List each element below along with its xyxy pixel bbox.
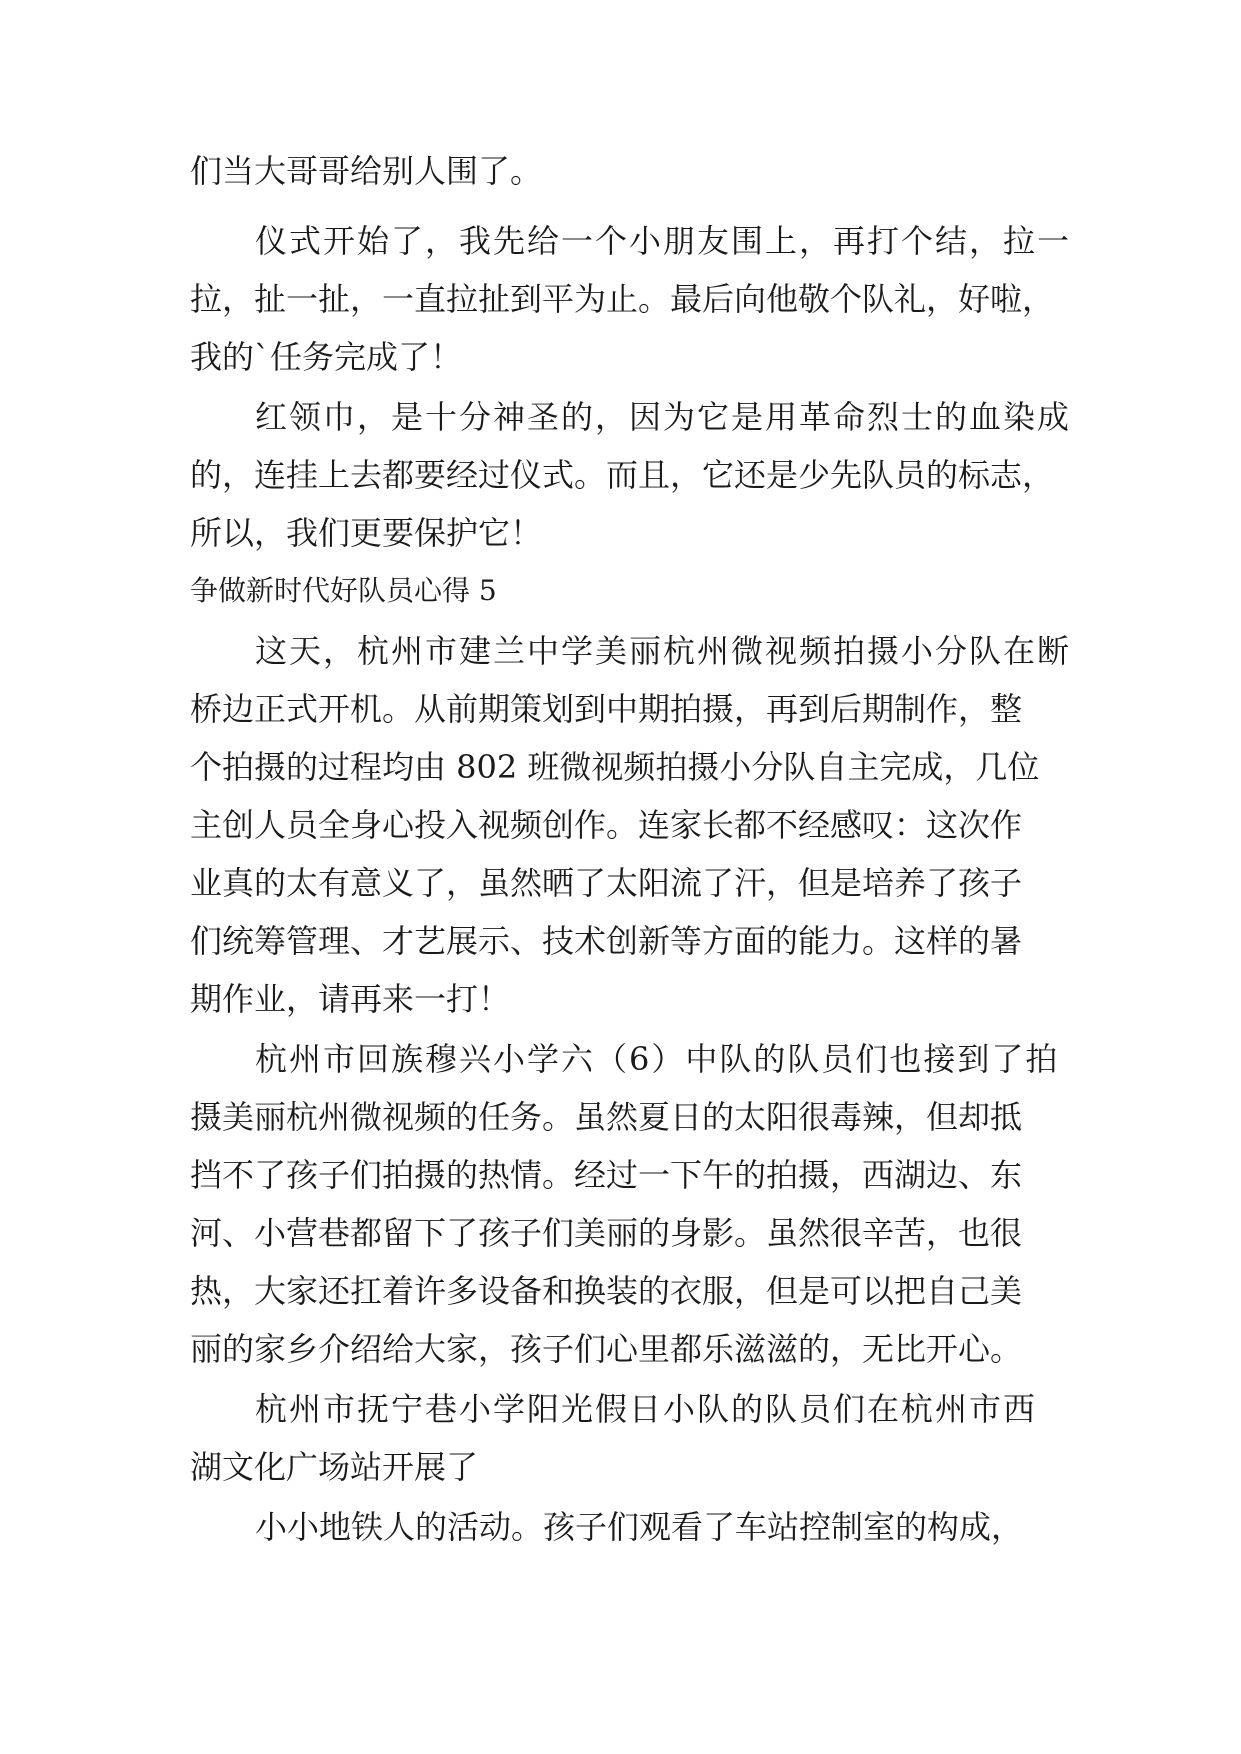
text-line: 红领巾，是十分神圣的，因为它是用革命烈士的血染成 [255,398,1072,436]
text-line: 的，连挂上去都要经过仪式。而且，它还是少先队员的标志， [190,456,1055,494]
text-line: 杭州市抚宁巷小学阳光假日小队的队员们在杭州市西 [255,1390,1038,1428]
text-line: 个拍摄的过程均由 802 班微视频拍摄小分队自主完成，几位 [190,748,1040,786]
text-line: 小小地铁人的活动。孩子们观看了车站控制室的构成， [255,1508,1024,1546]
text-line: 丽的家乡介绍给大家，孩子们心里都乐滋滋的，无比开心。 [190,1330,1023,1368]
text-line: 杭州市回族穆兴小学六（6）中队的队员们也接到了拍 [255,1040,1060,1078]
text-line: 摄美丽杭州微视频的任务。虽然夏日的太阳很毒辣，但却抵 [190,1098,1023,1136]
text-line: 业真的太有意义了，虽然晒了太阳流了汗，但是培养了孩子 [190,864,1023,902]
text-line: 河、小营巷都留下了孩子们美丽的身影。虽然很辛苦，也很 [190,1214,1023,1252]
text-line: 主创人员全身心投入视频创作。连家长都不经感叹：这次作 [190,806,1023,844]
text-line: 所以，我们更要保护它！ [190,514,543,552]
text-line: 挡不了孩子们拍摄的热情。经过一下午的拍摄，西湖边、东 [190,1156,1023,1194]
text-line: 热，大家还扛着许多设备和换装的衣服，但是可以把自己美 [190,1272,1023,1310]
text-line: 我的`任务完成了！ [190,338,463,376]
section-heading: 争做新时代好队员心得 5 [190,574,497,607]
text-line: 拉，扯一扯，一直拉扯到平为止。最后向他敬个队礼，好啦， [190,280,1055,318]
text-line: 仪式开始了，我先给一个小朋友围上，再打个结，拉一 [255,222,1072,260]
text-line: 们统筹管理、才艺展示、技术创新等方面的能力。这样的暑 [190,922,1023,960]
text-line: 期作业，请再来一打！ [190,980,511,1018]
text-line: 桥边正式开机。从前期策划到中期拍摄，再到后期制作，整 [190,690,1023,728]
text-line: 这天，杭州市建兰中学美丽杭州微视频拍摄小分队在断 [255,632,1072,670]
text-line: 们当大哥哥给别人围了。 [190,152,543,190]
text-line: 湖文化广场站开展了 [190,1448,479,1486]
